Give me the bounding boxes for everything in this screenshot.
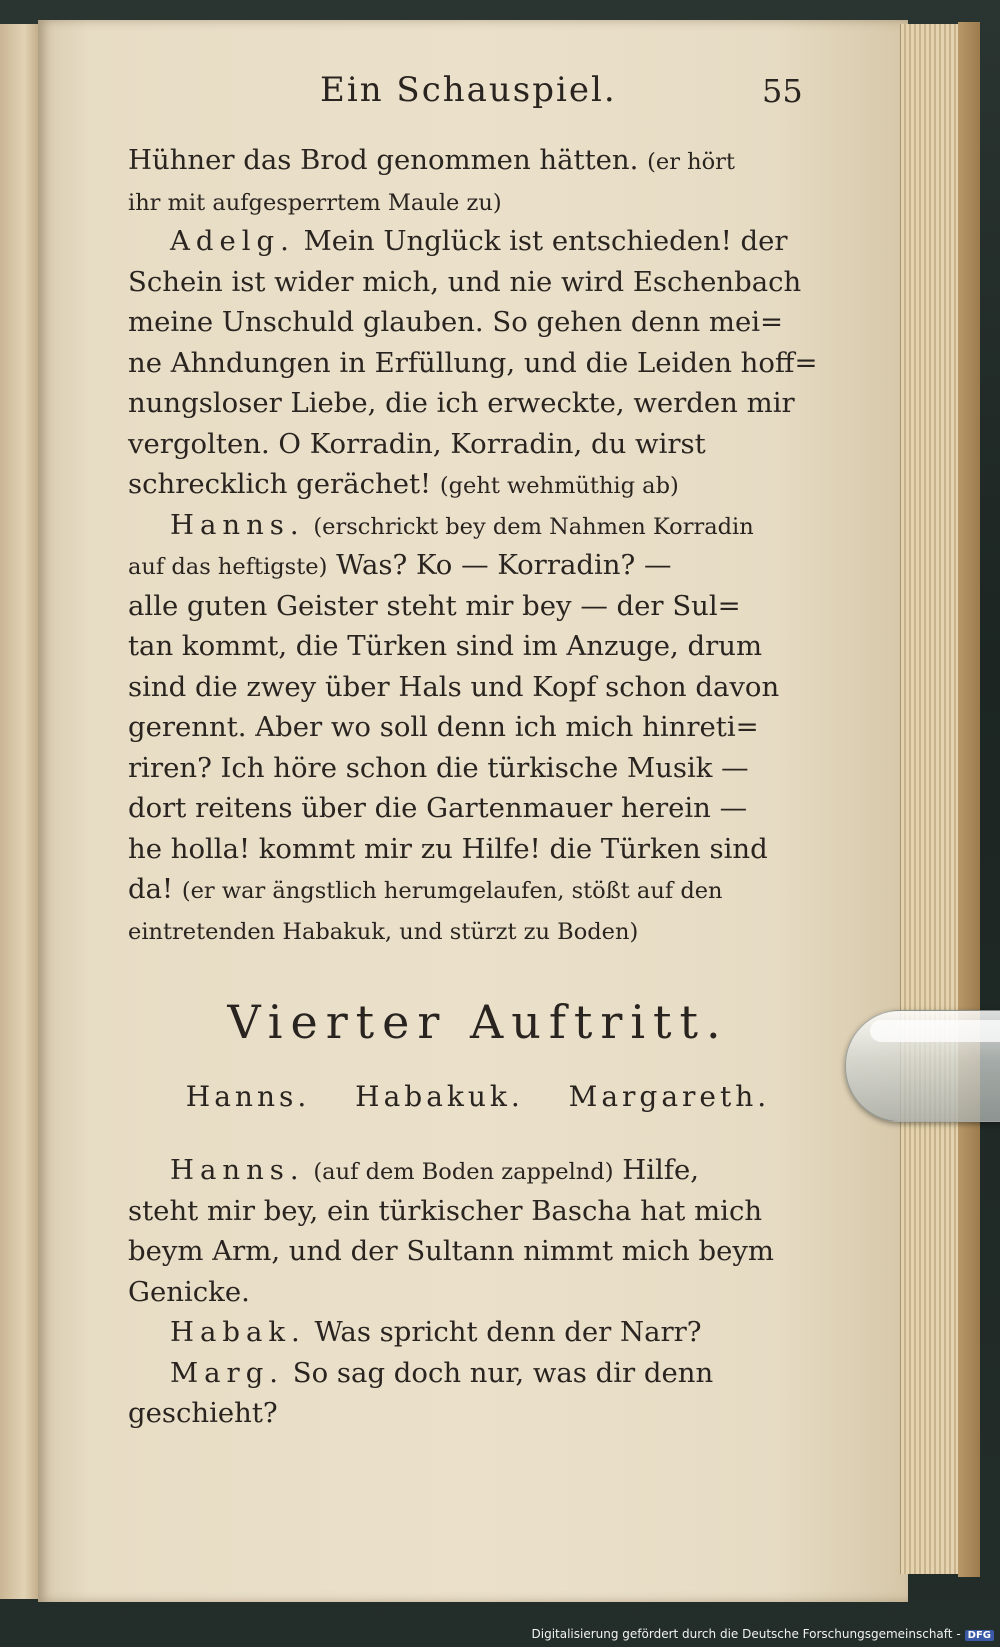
text-line — [128, 1231, 818, 1272]
cast-list — [138, 1080, 818, 1113]
text-line — [128, 140, 818, 181]
text-line — [128, 788, 818, 829]
text-line — [128, 464, 818, 505]
text-line — [128, 181, 818, 222]
speaker-name: Adelg. — [170, 225, 295, 257]
stage-direction: (auf dem Boden zappelnd) — [313, 1159, 614, 1185]
page-header — [0, 70, 910, 122]
text-line — [128, 302, 818, 343]
speech-line — [128, 1312, 818, 1353]
line-text: sind die zwey über Hals und Kopf schon davon — [128, 670, 780, 703]
line-text: Was? Ko — Korradin? — — [336, 549, 672, 581]
line-text: vergolten. O Korradin, Korradin, du wirst — [128, 427, 706, 460]
previous-page-edge — [0, 24, 42, 1599]
digitization-credit — [532, 1627, 995, 1641]
cast-member: Habakuk. — [355, 1080, 524, 1113]
line-text: schrecklich gerächet! — [128, 468, 432, 500]
speech-line — [128, 221, 818, 262]
line-text: gerennt. Aber wo soll denn ich mich hinreti= — [128, 711, 759, 743]
stage-direction: (erschrickt bey dem Nahmen Korradin — [313, 513, 754, 540]
speech-line — [128, 1353, 818, 1394]
page-stack-edges — [900, 24, 961, 1574]
cast-member: Margareth. — [568, 1080, 771, 1113]
speaker-name: Habak. — [170, 1316, 306, 1348]
stage-direction: auf das heftigste) — [128, 554, 328, 580]
line-text: Was spricht denn der Narr? — [314, 1316, 702, 1348]
stage-direction: (geht wehmüthig ab) — [439, 473, 679, 499]
stage-direction: (er hört — [647, 149, 735, 175]
text-line — [128, 869, 818, 910]
scene-text — [128, 1150, 818, 1434]
speech-line — [128, 1150, 818, 1191]
line-text: Hühner das Brod genommen hätten. — [128, 144, 639, 176]
line-text: steht mir bey, ein türkischer Bascha hat mich — [128, 1194, 763, 1227]
line-text: riren? Ich höre schon die türkische Musik — — [128, 751, 749, 784]
line-text: meine Unschuld glauben. So gehen denn mei= — [128, 306, 784, 338]
glass-highlight — [870, 1020, 1000, 1042]
line-text: geschieht? — [128, 1397, 278, 1429]
credit-text: Digitalisierung gefördert durch die Deutsche Forschungsgemeinschaft - — [531, 1627, 961, 1641]
speaker-name: Hanns. — [170, 508, 305, 541]
text-line — [128, 667, 818, 708]
line-text: tan kommt, die Türken sind im Anzuge, drum — [128, 630, 763, 662]
line-text: he holla! kommt mir zu Hilfe! die Türken sind — [128, 832, 768, 865]
text-line — [128, 383, 818, 424]
line-text: beym Arm, und der Sultann nimmt mich beym — [128, 1235, 774, 1267]
text-line — [128, 829, 818, 870]
line-text: Schein ist wider mich, und nie wird Eschenbach — [128, 265, 802, 298]
text-line — [128, 1272, 818, 1313]
text-line — [128, 748, 818, 789]
speech-line — [128, 505, 818, 546]
dfg-logo: DFG — [965, 1630, 994, 1641]
line-text: So sag doch nur, was dir denn — [292, 1356, 714, 1389]
text-line — [128, 545, 818, 586]
page-number: 55 — [762, 72, 803, 110]
line-text: Mein Unglück ist entschieden! der — [303, 225, 788, 257]
text-line — [128, 1393, 818, 1434]
line-text: Genicke. — [128, 1275, 250, 1308]
line-text: da! — [128, 873, 174, 905]
text-line — [128, 1191, 818, 1232]
line-text: dort reitens über die Gartenmauer herein — — [128, 792, 748, 824]
speaker-name: Marg. — [170, 1356, 285, 1389]
main-text — [128, 140, 818, 950]
speaker-name: Hanns. — [170, 1154, 305, 1186]
text-line — [128, 343, 818, 384]
text-line — [128, 586, 818, 627]
text-line — [128, 626, 818, 667]
line-text: ne Ahndungen in Erfüllung, und die Leiden hoff= — [128, 346, 818, 379]
stage-direction: ihr mit aufgesperrtem Maule zu) — [128, 189, 502, 216]
line-text: alle guten Geister steht mir bey — der Sul= — [128, 589, 741, 622]
text-line — [128, 707, 818, 748]
cast-member: Hanns. — [185, 1080, 311, 1113]
running-title: Ein Schauspiel. — [320, 70, 617, 110]
stage-direction: eintretenden Habakuk, und stürzt zu Boden) — [128, 918, 639, 945]
scene-heading: Vierter Auftritt. — [227, 995, 729, 1049]
text-line — [128, 262, 818, 303]
stage-direction: (er war ängstlich herumgelaufen, stößt auf den — [181, 878, 723, 904]
text-line — [128, 424, 818, 465]
line-text: nungsloser Liebe, die ich erweckte, werden mir — [128, 387, 795, 419]
book-cover-edge — [958, 22, 980, 1577]
text-line — [128, 910, 818, 951]
line-text: Hilfe, — [622, 1154, 700, 1186]
